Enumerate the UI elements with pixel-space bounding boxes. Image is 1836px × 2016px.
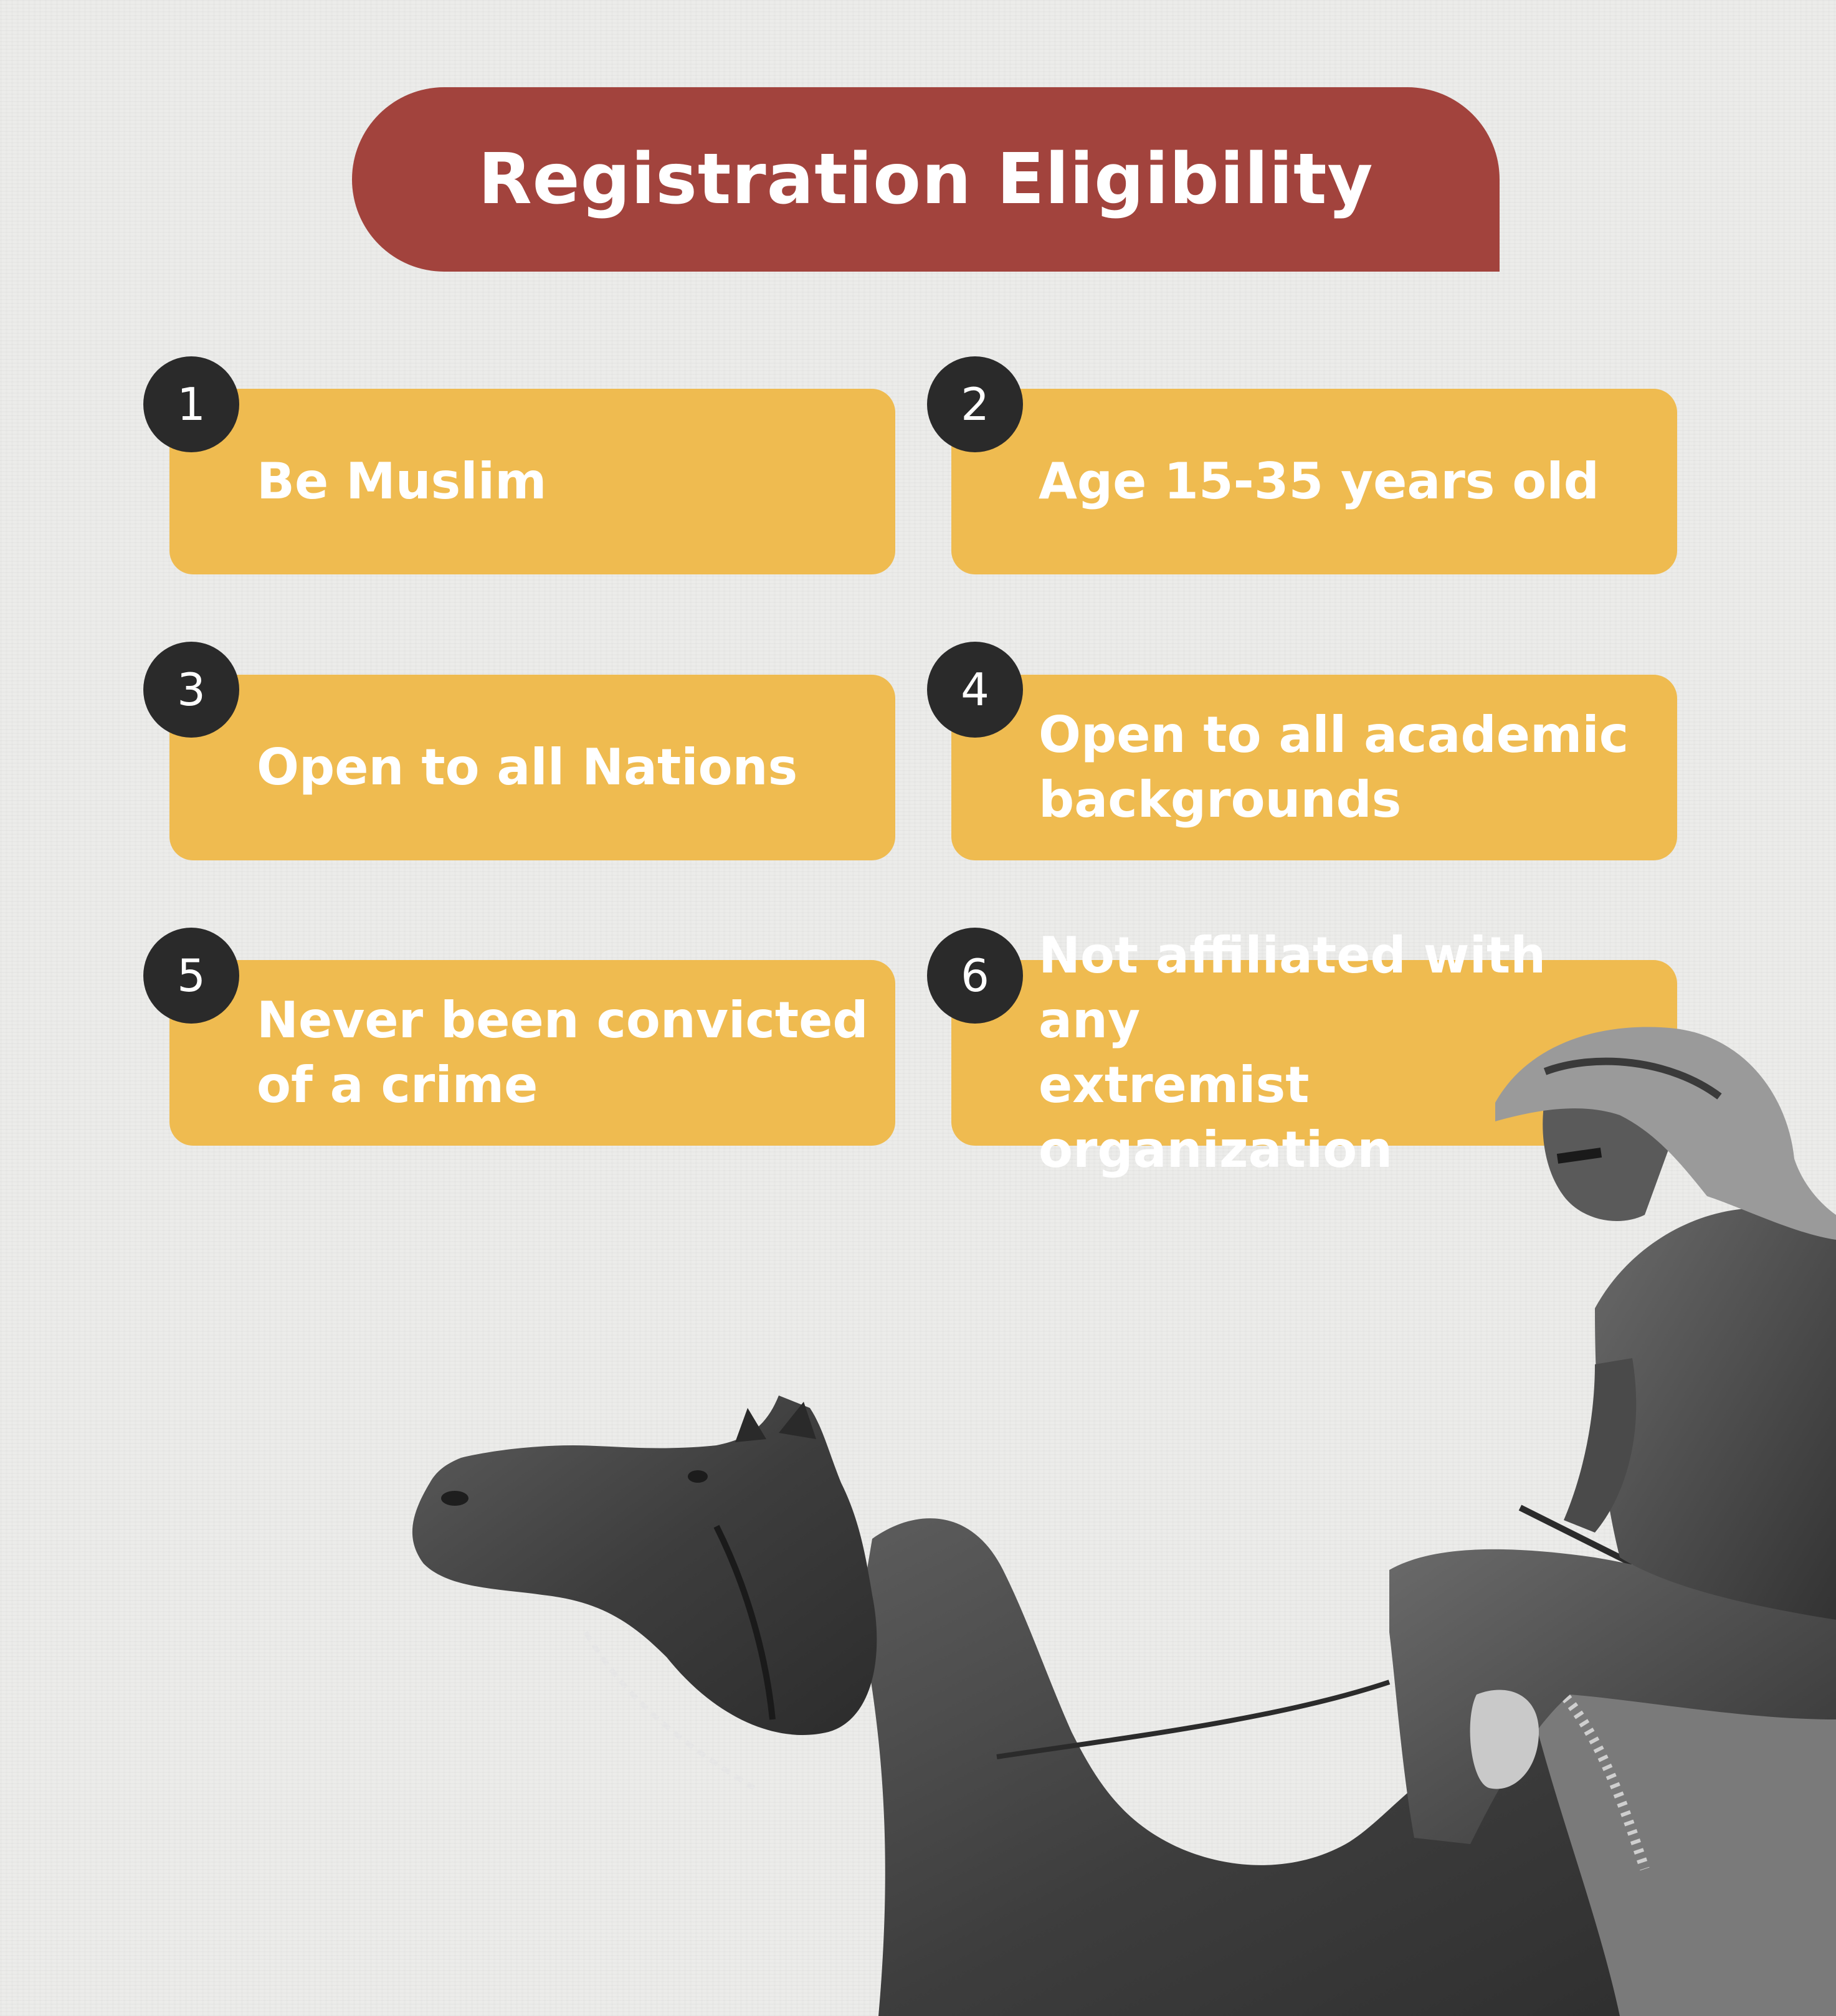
criterion-text: Open to all academic backgrounds [1039, 706, 1629, 829]
criterion-card-5 [169, 960, 895, 1146]
criterion-text: Age 15-35 years old [1039, 452, 1599, 510]
page-title: Registration Eligibility [478, 139, 1374, 220]
criterion-card-3 [169, 675, 895, 860]
criterion-card-2 [951, 389, 1677, 574]
criterion-number-badge: 3 [143, 642, 239, 738]
title-banner [352, 87, 1500, 272]
criterion-text: Never been convicted of a crime [257, 991, 868, 1114]
criterion-card-1 [169, 389, 895, 574]
criterion-card-4 [951, 675, 1677, 860]
criterion-number-badge: 5 [143, 928, 239, 1024]
criterion-text: Open to all Nations [257, 738, 798, 796]
criterion-number-badge: 6 [927, 928, 1023, 1024]
criterion-text: Be Muslim [257, 452, 547, 510]
criterion-card-6 [951, 926, 1677, 1179]
criterion-number-badge: 1 [143, 356, 239, 452]
criterion-text: Not affiliated with any extremist organization [1039, 926, 1546, 1179]
criterion-number-badge: 2 [927, 356, 1023, 452]
criterion-number-badge: 4 [927, 642, 1023, 738]
